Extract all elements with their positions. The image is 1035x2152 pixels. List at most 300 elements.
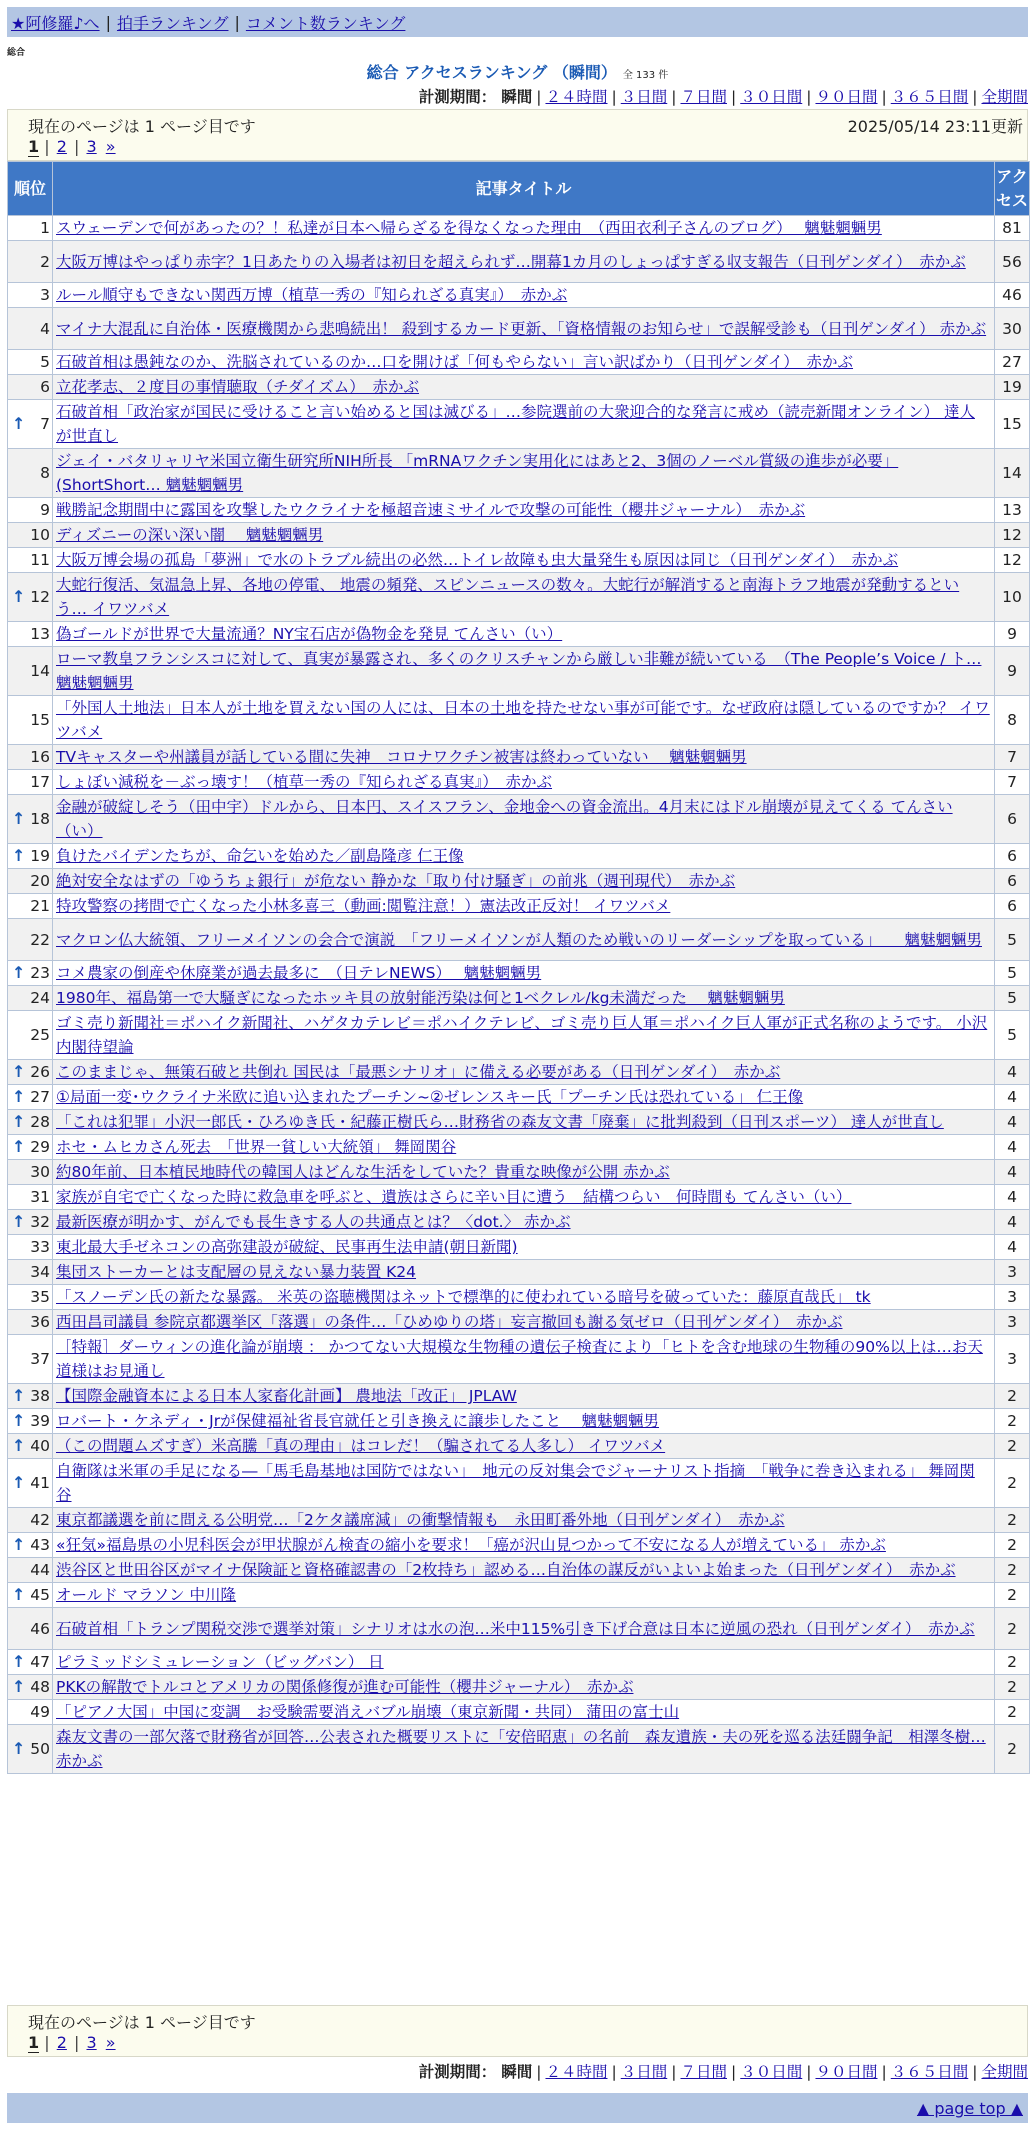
article-link[interactable]: 家族が自宅で亡くなった時に救急車を呼ぶと、遺族はさらに辛い目に遭う 結構つらい 何時間も てんさい（い） <box>56 1188 852 1206</box>
rank-cell <box>8 986 53 1011</box>
ranking-body <box>8 216 1030 1774</box>
rank-up-arrow-icon: ↑ <box>12 1436 26 1455</box>
table-row <box>8 216 1030 241</box>
access-count: 2 <box>995 1608 1030 1650</box>
period-current: 瞬間 <box>501 2063 533 2081</box>
rank-cell <box>8 1011 53 1060</box>
rank-number: 27 <box>30 1088 50 1106</box>
rank-cell <box>8 1185 53 1210</box>
rank-number: 23 <box>30 964 50 982</box>
rank-cell <box>8 1160 53 1185</box>
clap-ranking-link[interactable]: 拍手ランキング <box>116 13 229 33</box>
access-count: 7 <box>995 745 1030 770</box>
table-row <box>8 1533 1030 1558</box>
access-count: 6 <box>995 844 1030 869</box>
page-2-link[interactable]: 2 <box>56 2033 67 2052</box>
rank-cell <box>8 894 53 919</box>
rank-number: 4 <box>40 319 50 338</box>
next-page-link[interactable]: » <box>105 2033 116 2052</box>
article-link[interactable]: 「外国人土地法」日本人が土地を買えない国の人には、日本の土地を持たせない事が可能です。なぜ政府は隠しているのですか？ イワツバメ <box>56 699 990 741</box>
article-link[interactable]: このままじゃ、無策石破と共倒れ 国民は「最悪シナリオ」に備える必要がある（日刊ゲンダイ） 赤かぶ <box>56 1063 781 1081</box>
title-cell <box>53 1285 995 1310</box>
article-link[interactable]: コメ農家の倒産や休廃業が過去最多に （日テレNEWS） 魑魅魍魎男 <box>56 964 542 982</box>
period-3d-link[interactable]: ３日間 <box>620 88 668 106</box>
article-link[interactable]: 渋谷区と世田谷区がマイナ保険証と資格確認書の「2枚持ち」認める…自治体の謀反がいよいよ始まった（日刊ゲンダイ） 赤かぶ <box>56 1561 956 1579</box>
article-link[interactable]: 東北最大手ゼネコンの高弥建設が破綻、民事再生法申請(朝日新聞) <box>56 1238 518 1256</box>
title-cell <box>53 375 995 400</box>
access-count: 3 <box>995 1335 1030 1384</box>
title-cell <box>53 283 995 308</box>
rank-number: 45 <box>30 1586 50 1604</box>
nav-separator: | <box>105 12 111 32</box>
rank-number: 41 <box>30 1474 50 1492</box>
rank-cell <box>8 283 53 308</box>
table-row <box>8 1335 1030 1384</box>
rank-cell <box>8 241 53 283</box>
article-link[interactable]: 石破首相は愚鈍なのか、洗脳されているのか…口を開けば「何もやらない」言い訳ばかり（日刊ゲンダイ） 赤かぶ <box>56 353 854 371</box>
article-link[interactable]: 大阪万博会場の孤島「夢洲」で水のトラブル続出の必然…トイレ故障も虫大量発生も原因は同じ（日刊ゲンダイ） 赤かぶ <box>56 551 899 569</box>
rank-cell <box>8 1285 53 1310</box>
top-nav-bar <box>7 7 1028 37</box>
article-link[interactable]: 東京都議選を前に問える公明党…「2ケタ議席減」の衝撃情報も 永田町番外地（日刊ゲンダイ） 赤かぶ <box>56 1511 785 1529</box>
page-3-link[interactable]: 3 <box>86 137 97 156</box>
period-365d-link[interactable]: ３６５日間 <box>890 2063 969 2081</box>
article-link[interactable]: ［特報］ダーウィンの進化論が崩壊 ： かつてない大規模な生物種の遺伝子検査により「ヒトを含む地球の生物種の90%以上は…お天道様はお見通し <box>56 1338 983 1380</box>
table-row <box>8 498 1030 523</box>
period-30d-link[interactable]: ３０日間 <box>740 2063 803 2081</box>
table-row <box>8 449 1030 498</box>
title-cell <box>53 1434 995 1459</box>
rank-number: 17 <box>30 773 50 791</box>
rank-number: 16 <box>30 748 50 766</box>
rank-cell <box>8 1409 53 1434</box>
period-selector-top: 計測期間： 瞬間 | ２４時間 | ３日間 | ７日間 | ３０日間 | ９０日間 | ３６５日間 | 全期間 <box>418 88 1028 106</box>
updated-time: 2025/05/14 23:11更新 <box>847 117 1023 136</box>
title-cell <box>53 869 995 894</box>
rank-up-arrow-icon: ↑ <box>12 587 26 606</box>
table-row <box>8 1160 1030 1185</box>
article-link[interactable]: ゴミ売り新聞社＝ポハイク新聞社、ハゲタカテレビ＝ポハイクテレビ、ゴミ売り巨人軍＝ポハイク巨人軍が正式名称のようです。 小沢内閣待望論 <box>56 1014 988 1056</box>
rank-cell <box>8 696 53 745</box>
access-count: 2 <box>995 1508 1030 1533</box>
rank-up-arrow-icon: ↑ <box>12 1112 26 1131</box>
access-count: 56 <box>995 241 1030 283</box>
period-30d-link[interactable]: ３０日間 <box>740 88 803 106</box>
table-row <box>8 1285 1030 1310</box>
rank-cell <box>8 647 53 696</box>
period-90d-link[interactable]: ９０日間 <box>815 2063 878 2081</box>
bottom-bar <box>7 2093 1028 2123</box>
title-cell <box>53 986 995 1011</box>
item-count: 全 133 件 <box>622 70 669 81</box>
table-row <box>8 1185 1030 1210</box>
article-link[interactable]: ホセ・ムヒカさん死去 「世界一貧しい大統領」 舞岡関谷 <box>56 1138 457 1156</box>
comment-ranking-link[interactable]: コメント数ランキング <box>245 13 406 33</box>
rank-number: 50 <box>30 1740 50 1758</box>
rank-up-arrow-icon: ↑ <box>12 1087 26 1106</box>
rank-cell <box>8 1335 53 1384</box>
table-row <box>8 869 1030 894</box>
rank-number: 29 <box>30 1138 50 1156</box>
pagination-bottom: 1 | 2 | 3 » <box>28 2033 116 2052</box>
title-cell <box>53 1675 995 1700</box>
access-count: 12 <box>995 548 1030 573</box>
rank-cell <box>8 1558 53 1583</box>
article-link[interactable]: 集団ストーカーとは支配層の見えない暴力装置 K24 <box>56 1263 417 1281</box>
period-7d-link[interactable]: ７日間 <box>680 88 727 106</box>
title-cell <box>53 770 995 795</box>
rank-header: 順位 <box>8 162 53 216</box>
table-row <box>8 523 1030 548</box>
rank-cell <box>8 498 53 523</box>
title-cell <box>53 1310 995 1335</box>
article-link[interactable]: オールド マラソン 中川隆 <box>56 1586 237 1604</box>
period-current: 瞬間 <box>501 88 533 106</box>
article-link[interactable]: ジェイ・バタリャリヤ米国立衛生研究所NIH所長 「mRNAワクチン実用化にはあと2、3個のノーベル賞級の進歩が必要」(ShortShort… 魑魅魍魎男 <box>56 452 899 494</box>
rank-number: 2 <box>40 252 50 271</box>
article-link[interactable]: ロバート・ケネディ・Jrが保健福祉省長官就任と引き換えに譲歩したこと 魑魅魍魎男 <box>56 1412 660 1430</box>
rank-number: 24 <box>30 989 50 1007</box>
article-link[interactable]: 特攻警察の拷問で亡くなった小林多喜三（動画:閲覧注意！）憲法改正反対！ イワツバメ <box>56 897 671 915</box>
rank-cell <box>8 1508 53 1533</box>
article-link[interactable]: しょぼい減税を－ぶっ壊す！（植草一秀の『知られざる真実』） 赤かぶ <box>56 773 553 791</box>
rank-up-arrow-icon: ↑ <box>12 414 26 433</box>
article-link[interactable]: マイナ大混乱に自治体・医療機関から悲鳴続出！ 殺到するカード更新、「資格情報のお知らせ」で誤解受診も（日刊ゲンダイ） 赤かぶ <box>56 319 987 338</box>
rank-cell <box>8 745 53 770</box>
article-link[interactable]: «狂気»福島県の小児科医会が甲状腺がん検査の縮小を要求！「癌が沢山見つかって不安になる人が増えている」 赤かぶ <box>56 1536 886 1554</box>
table-row <box>8 1583 1030 1608</box>
access-count: 4 <box>995 1185 1030 1210</box>
table-row <box>8 241 1030 283</box>
rank-up-arrow-icon: ↑ <box>12 963 26 982</box>
title-cell <box>53 1160 995 1185</box>
table-row <box>8 844 1030 869</box>
rank-cell <box>8 1583 53 1608</box>
table-row <box>8 1210 1030 1235</box>
table-row <box>8 283 1030 308</box>
article-link[interactable]: 1980年、福島第一で大騒ぎになったホッキ貝の放射能汚染は何と1ベクレル/kg未満だった 魑魅魍魎男 <box>56 989 785 1007</box>
rank-number: 30 <box>30 1163 50 1181</box>
rank-cell <box>8 523 53 548</box>
title-cell <box>53 1508 995 1533</box>
rank-number: 3 <box>40 286 50 304</box>
title-cell <box>53 498 995 523</box>
article-link[interactable]: スウェーデンで何があったの？！私達が日本へ帰らざるを得なくなった理由 （西田衣利子さんのブログ） 魑魅魍魎男 <box>56 219 882 237</box>
page-2-link[interactable]: 2 <box>56 137 67 156</box>
table-row <box>8 1260 1030 1285</box>
table-row <box>8 919 1030 961</box>
access-count: 12 <box>995 523 1030 548</box>
title-cell <box>53 1608 995 1650</box>
table-row <box>8 1011 1030 1060</box>
title-cell <box>53 449 995 498</box>
table-row <box>8 696 1030 745</box>
access-count: 2 <box>995 1650 1030 1675</box>
rank-cell <box>8 548 53 573</box>
title-cell <box>53 622 995 647</box>
title-cell <box>53 1459 995 1508</box>
rank-number: 20 <box>30 872 50 890</box>
access-count: 2 <box>995 1459 1030 1508</box>
page-top-link[interactable]: ▲ page top ▲ <box>916 2099 1023 2118</box>
title-cell <box>53 1533 995 1558</box>
article-link[interactable]: 【国際金融資本による日本人家畜化計画】 農地法「改正」 JPLAW <box>56 1387 517 1405</box>
rank-cell <box>8 1650 53 1675</box>
rank-cell <box>8 1608 53 1650</box>
page-3-link[interactable]: 3 <box>86 2033 97 2052</box>
article-link[interactable]: ①局面一変･ウクライナ米欧に追い込まれたプーチン~②ゼレンスキー氏「プーチン氏は恐れている」 仁王像 <box>56 1088 804 1106</box>
rank-number: 15 <box>30 711 50 729</box>
page-title <box>0 60 1035 83</box>
table-row <box>8 1675 1030 1700</box>
access-count: 14 <box>995 449 1030 498</box>
period-selector-bottom: 計測期間： 瞬間 | ２４時間 | ３日間 | ７日間 | ３０日間 | ９０日間 | ３６５日間 | 全期間 <box>418 2063 1028 2081</box>
access-count: 2 <box>995 1725 1030 1774</box>
rank-number: 5 <box>40 353 50 371</box>
rank-cell <box>8 1310 53 1335</box>
rank-cell <box>8 1700 53 1725</box>
rank-up-arrow-icon: ↑ <box>12 846 26 865</box>
rank-cell <box>8 844 53 869</box>
article-link[interactable]: ピラミッドシミュレーション（ビッグバン） 日 <box>56 1653 384 1671</box>
title-cell <box>53 1011 995 1060</box>
rank-cell <box>8 1675 53 1700</box>
rank-up-arrow-icon: ↑ <box>12 1473 26 1492</box>
article-link[interactable]: （この問題ムズすぎ）米高騰「真の理由」はコレだ！（騙されてる人多し） イワツバメ <box>56 1437 666 1455</box>
nav-separator: | <box>234 12 240 32</box>
period-3d-link[interactable]: ３日間 <box>620 2063 668 2081</box>
rank-cell <box>8 1434 53 1459</box>
title-cell <box>53 1110 995 1135</box>
article-link[interactable]: 金融が破綻しそう（田中宇）ドルから、日本円、スイスフラン、金地金への資金流出。4月末にはドル崩壊が見えてくる てんさい（い） <box>56 798 953 840</box>
article-link[interactable]: PKKの解散でトルコとアメリカの関係修復が進む可能性（櫻井ジャーナル） 赤かぶ <box>56 1678 634 1696</box>
rank-cell <box>8 1110 53 1135</box>
article-link[interactable]: 最新医療が明かす、がんでも長生きする人の共通点とは？〈dot.〉 赤かぶ <box>56 1213 571 1231</box>
article-link[interactable]: 約80年前、日本植民地時代の韓国人はどんな生活をしていた？貴重な映像が公開 赤かぶ <box>56 1163 670 1181</box>
rank-cell <box>8 1235 53 1260</box>
access-count: 6 <box>995 894 1030 919</box>
rank-cell <box>8 216 53 241</box>
article-link[interactable]: ディズニーの深い深い闇 魑魅魍魎男 <box>56 526 324 544</box>
home-link[interactable]: ★阿修羅♪へ <box>11 13 100 33</box>
article-link[interactable]: 絶対安全なはずの「ゆうちょ銀行」が危ない 静かな「取り付け騒ぎ」の前兆（週刊現代） 赤かぶ <box>56 872 736 890</box>
table-row <box>8 1508 1030 1533</box>
title-cell <box>53 1650 995 1675</box>
rank-cell <box>8 1260 53 1285</box>
table-row <box>8 1459 1030 1508</box>
rank-number: 22 <box>30 930 50 949</box>
access-count: 9 <box>995 647 1030 696</box>
rank-number: 8 <box>40 464 50 482</box>
title-cell <box>53 350 995 375</box>
current-page: 1 <box>28 2033 40 2052</box>
table-row <box>8 894 1030 919</box>
access-count: 46 <box>995 283 1030 308</box>
period-24h-link[interactable]: ２４時間 <box>545 2063 608 2081</box>
table-row <box>8 622 1030 647</box>
article-link[interactable]: 大阪万博はやっぱり赤字？1日あたりの入場者は初日を超えられず…開幕1カ月のしょっぱすぎる収支報告（日刊ゲンダイ） 赤かぶ <box>56 252 966 271</box>
rank-number: 48 <box>30 1678 50 1696</box>
article-link[interactable]: 「ピアノ大国」中国に変調 お受験需要消えバブル崩壊（東京新聞・共同） 蒲田の富士山 <box>56 1703 680 1721</box>
table-row <box>8 770 1030 795</box>
table-row <box>8 1650 1030 1675</box>
access-count: 3 <box>995 1260 1030 1285</box>
article-link[interactable]: 負けたバイデンたちが、命乞いを始めた／副島隆彦 仁王像 <box>56 847 464 865</box>
access-count: 2 <box>995 1700 1030 1725</box>
rank-up-arrow-icon: ↑ <box>12 1062 26 1081</box>
title-cell <box>53 1260 995 1285</box>
title-cell <box>53 1085 995 1110</box>
title-cell <box>53 1135 995 1160</box>
ranking-table <box>7 161 1030 1774</box>
table-row <box>8 375 1030 400</box>
article-link[interactable]: 自衛隊は米軍の手足になる―「馬毛島基地は国防ではない」 地元の反対集会でジャーナリスト指摘 「戦争に巻き込まれる」 舞岡関谷 <box>56 1462 975 1504</box>
rank-number: 43 <box>30 1536 50 1554</box>
rank-number: 25 <box>30 1026 50 1044</box>
rank-number: 28 <box>30 1113 50 1131</box>
section-label: 総合 <box>7 48 26 58</box>
table-row <box>8 400 1030 449</box>
rank-number: 13 <box>30 625 50 643</box>
table-row <box>8 1060 1030 1085</box>
rank-up-arrow-icon: ↑ <box>12 1535 26 1554</box>
current-page: 1 <box>28 137 40 156</box>
rank-cell <box>8 1085 53 1110</box>
access-count: 81 <box>995 216 1030 241</box>
rank-cell <box>8 961 53 986</box>
article-link[interactable]: 戦勝記念期間中に露国を攻撃したウクライナを極超音速ミサイルで攻撃の可能性（櫻井ジャーナル） 赤かぶ <box>56 501 806 519</box>
rank-number: 26 <box>30 1063 50 1081</box>
period-7d-link[interactable]: ７日間 <box>680 2063 727 2081</box>
title-cell <box>53 523 995 548</box>
title-cell <box>53 647 995 696</box>
article-link[interactable]: 森友文書の一部欠落で財務省が回答…公表された概要リストに「安倍昭恵」の名前 森友遺族・夫の死を巡る法廷闘争記 相澤冬樹… 赤かぶ <box>56 1728 986 1770</box>
article-link[interactable]: 「スノーデン氏の新たな暴露。 米英の盗聴機関はネットで標準的に使われている暗号を破っていた：藤原直哉氏」 tk <box>56 1288 871 1306</box>
table-row <box>8 1085 1030 1110</box>
rank-cell <box>8 1384 53 1409</box>
access-count: 2 <box>995 1409 1030 1434</box>
page-info-bottom <box>7 2005 1028 2057</box>
article-link[interactable]: ローマ教皇フランシスコに対して、真実が暴露され、多くのクリスチャンから厳しい非難が続いている （The People’s Voice / ト… 魑魅魍魎男 <box>56 650 982 692</box>
access-count: 5 <box>995 919 1030 961</box>
table-row <box>8 1558 1030 1583</box>
title-cell <box>53 400 995 449</box>
rank-number: 1 <box>40 219 50 237</box>
access-count: 5 <box>995 961 1030 986</box>
rank-number: 44 <box>30 1561 50 1579</box>
title-cell <box>53 1060 995 1085</box>
article-link[interactable]: ルール順守もできない関西万博（植草一秀の『知られざる真実』） 赤かぶ <box>56 286 568 304</box>
period-all-link[interactable]: 全期間 <box>981 88 1028 106</box>
period-24h-link[interactable]: ２４時間 <box>545 88 608 106</box>
rank-up-arrow-icon: ↑ <box>12 1137 26 1156</box>
rank-up-arrow-icon: ↑ <box>12 1212 26 1231</box>
article-link[interactable]: 大蛇行復活、気温急上昇、各地の停電、 地震の頻発、スピンニュースの数々。大蛇行が解消すると南海トラフ地震が発動するという… イワツバメ <box>56 576 960 618</box>
access-count: 9 <box>995 622 1030 647</box>
table-row <box>8 548 1030 573</box>
article-link[interactable]: 西田昌司議員 参院京都選挙区「落選」の条件…「ひめゆりの塔」妄言撤回も謝る気ゼロ（日刊ゲンダイ） 赤かぶ <box>56 1313 843 1331</box>
rank-number: 37 <box>30 1350 50 1368</box>
period-all-link[interactable]: 全期間 <box>981 2063 1028 2081</box>
access-count: 19 <box>995 375 1030 400</box>
title-header: 記事タイトル <box>53 162 995 216</box>
table-header-row <box>8 162 1030 216</box>
period-365d-link[interactable]: ３６５日間 <box>890 88 969 106</box>
access-count: 6 <box>995 795 1030 844</box>
title-cell <box>53 745 995 770</box>
article-link[interactable]: 偽ゴールドが世界で大量流通？NY宝石店が偽物金を発見 てんさい（い） <box>56 625 563 643</box>
access-count: 2 <box>995 1384 1030 1409</box>
rank-number: 21 <box>30 897 50 915</box>
access-count: 5 <box>995 1011 1030 1060</box>
rank-cell <box>8 449 53 498</box>
rank-cell <box>8 770 53 795</box>
rank-number: 46 <box>30 1619 50 1638</box>
article-link[interactable]: 石破首相「政治家が国民に受けること言い始めると国は滅びる」…参院選前の大衆迎合的な発言に戒め（読売新聞オンライン） 達人が世直し <box>56 403 975 445</box>
rank-number: 36 <box>30 1313 50 1331</box>
table-row <box>8 1608 1030 1650</box>
article-link[interactable]: マクロン仏大統領、フリーメイソンの会合で演説 「フリーメイソンが人類のため戦いのリーダーシップを取っている」 魑魅魍魎男 <box>56 930 982 949</box>
access-count: 2 <box>995 1533 1030 1558</box>
article-link[interactable]: TVキャスターや州議員が話している間に失神 コロナワクチン被害は終わっていない 魑魅魍魎男 <box>56 748 747 766</box>
table-row <box>8 1110 1030 1135</box>
rank-up-arrow-icon: ↑ <box>12 809 26 828</box>
rank-number: 10 <box>30 526 50 544</box>
table-row <box>8 350 1030 375</box>
rank-cell <box>8 350 53 375</box>
access-count: 2 <box>995 1434 1030 1459</box>
title-cell <box>53 1384 995 1409</box>
access-count: 30 <box>995 308 1030 350</box>
rank-number: 19 <box>30 847 50 865</box>
rank-number: 33 <box>30 1238 50 1256</box>
pagination-top: 1 | 2 | 3 » <box>28 137 116 156</box>
title-cell <box>53 795 995 844</box>
rank-up-arrow-icon: ↑ <box>12 1739 26 1758</box>
rank-up-arrow-icon: ↑ <box>12 1677 26 1696</box>
article-link[interactable]: 「これは犯罪」小沢一郎氏・ひろゆき氏・紀藤正樹氏ら…財務省の森友文書「廃棄」に批判殺到（日刊スポーツ） 達人が世直し <box>56 1113 944 1131</box>
article-link[interactable]: 立花孝志、２度目の事情聴取（チダイズム） 赤かぶ <box>56 378 420 396</box>
table-row <box>8 1384 1030 1409</box>
access-count: 8 <box>995 696 1030 745</box>
access-count: 4 <box>995 1085 1030 1110</box>
rank-number: 14 <box>30 662 50 680</box>
rank-number: 9 <box>40 501 50 519</box>
rank-cell <box>8 1135 53 1160</box>
title-cell <box>53 548 995 573</box>
rank-up-arrow-icon: ↑ <box>12 1585 26 1604</box>
period-90d-link[interactable]: ９０日間 <box>815 88 878 106</box>
rank-cell <box>8 622 53 647</box>
table-row <box>8 1409 1030 1434</box>
rank-number: 39 <box>30 1412 50 1430</box>
access-count: 7 <box>995 770 1030 795</box>
rank-number: 34 <box>30 1263 50 1281</box>
table-row <box>8 1700 1030 1725</box>
rank-cell <box>8 1533 53 1558</box>
rank-number: 18 <box>30 810 50 828</box>
rank-number: 31 <box>30 1188 50 1206</box>
next-page-link[interactable]: » <box>105 137 116 156</box>
rank-cell <box>8 919 53 961</box>
rank-cell <box>8 400 53 449</box>
article-link[interactable]: 石破首相「トランプ関税交渉で選挙対策」シナリオは水の泡…米中115%引き下げ合意は日本に逆風の恐れ（日刊ゲンダイ） 赤かぶ <box>56 1619 975 1638</box>
access-header: アクセス <box>995 162 1030 216</box>
title-cell <box>53 1409 995 1434</box>
table-row <box>8 745 1030 770</box>
access-count: 4 <box>995 1060 1030 1085</box>
title-cell <box>53 1235 995 1260</box>
